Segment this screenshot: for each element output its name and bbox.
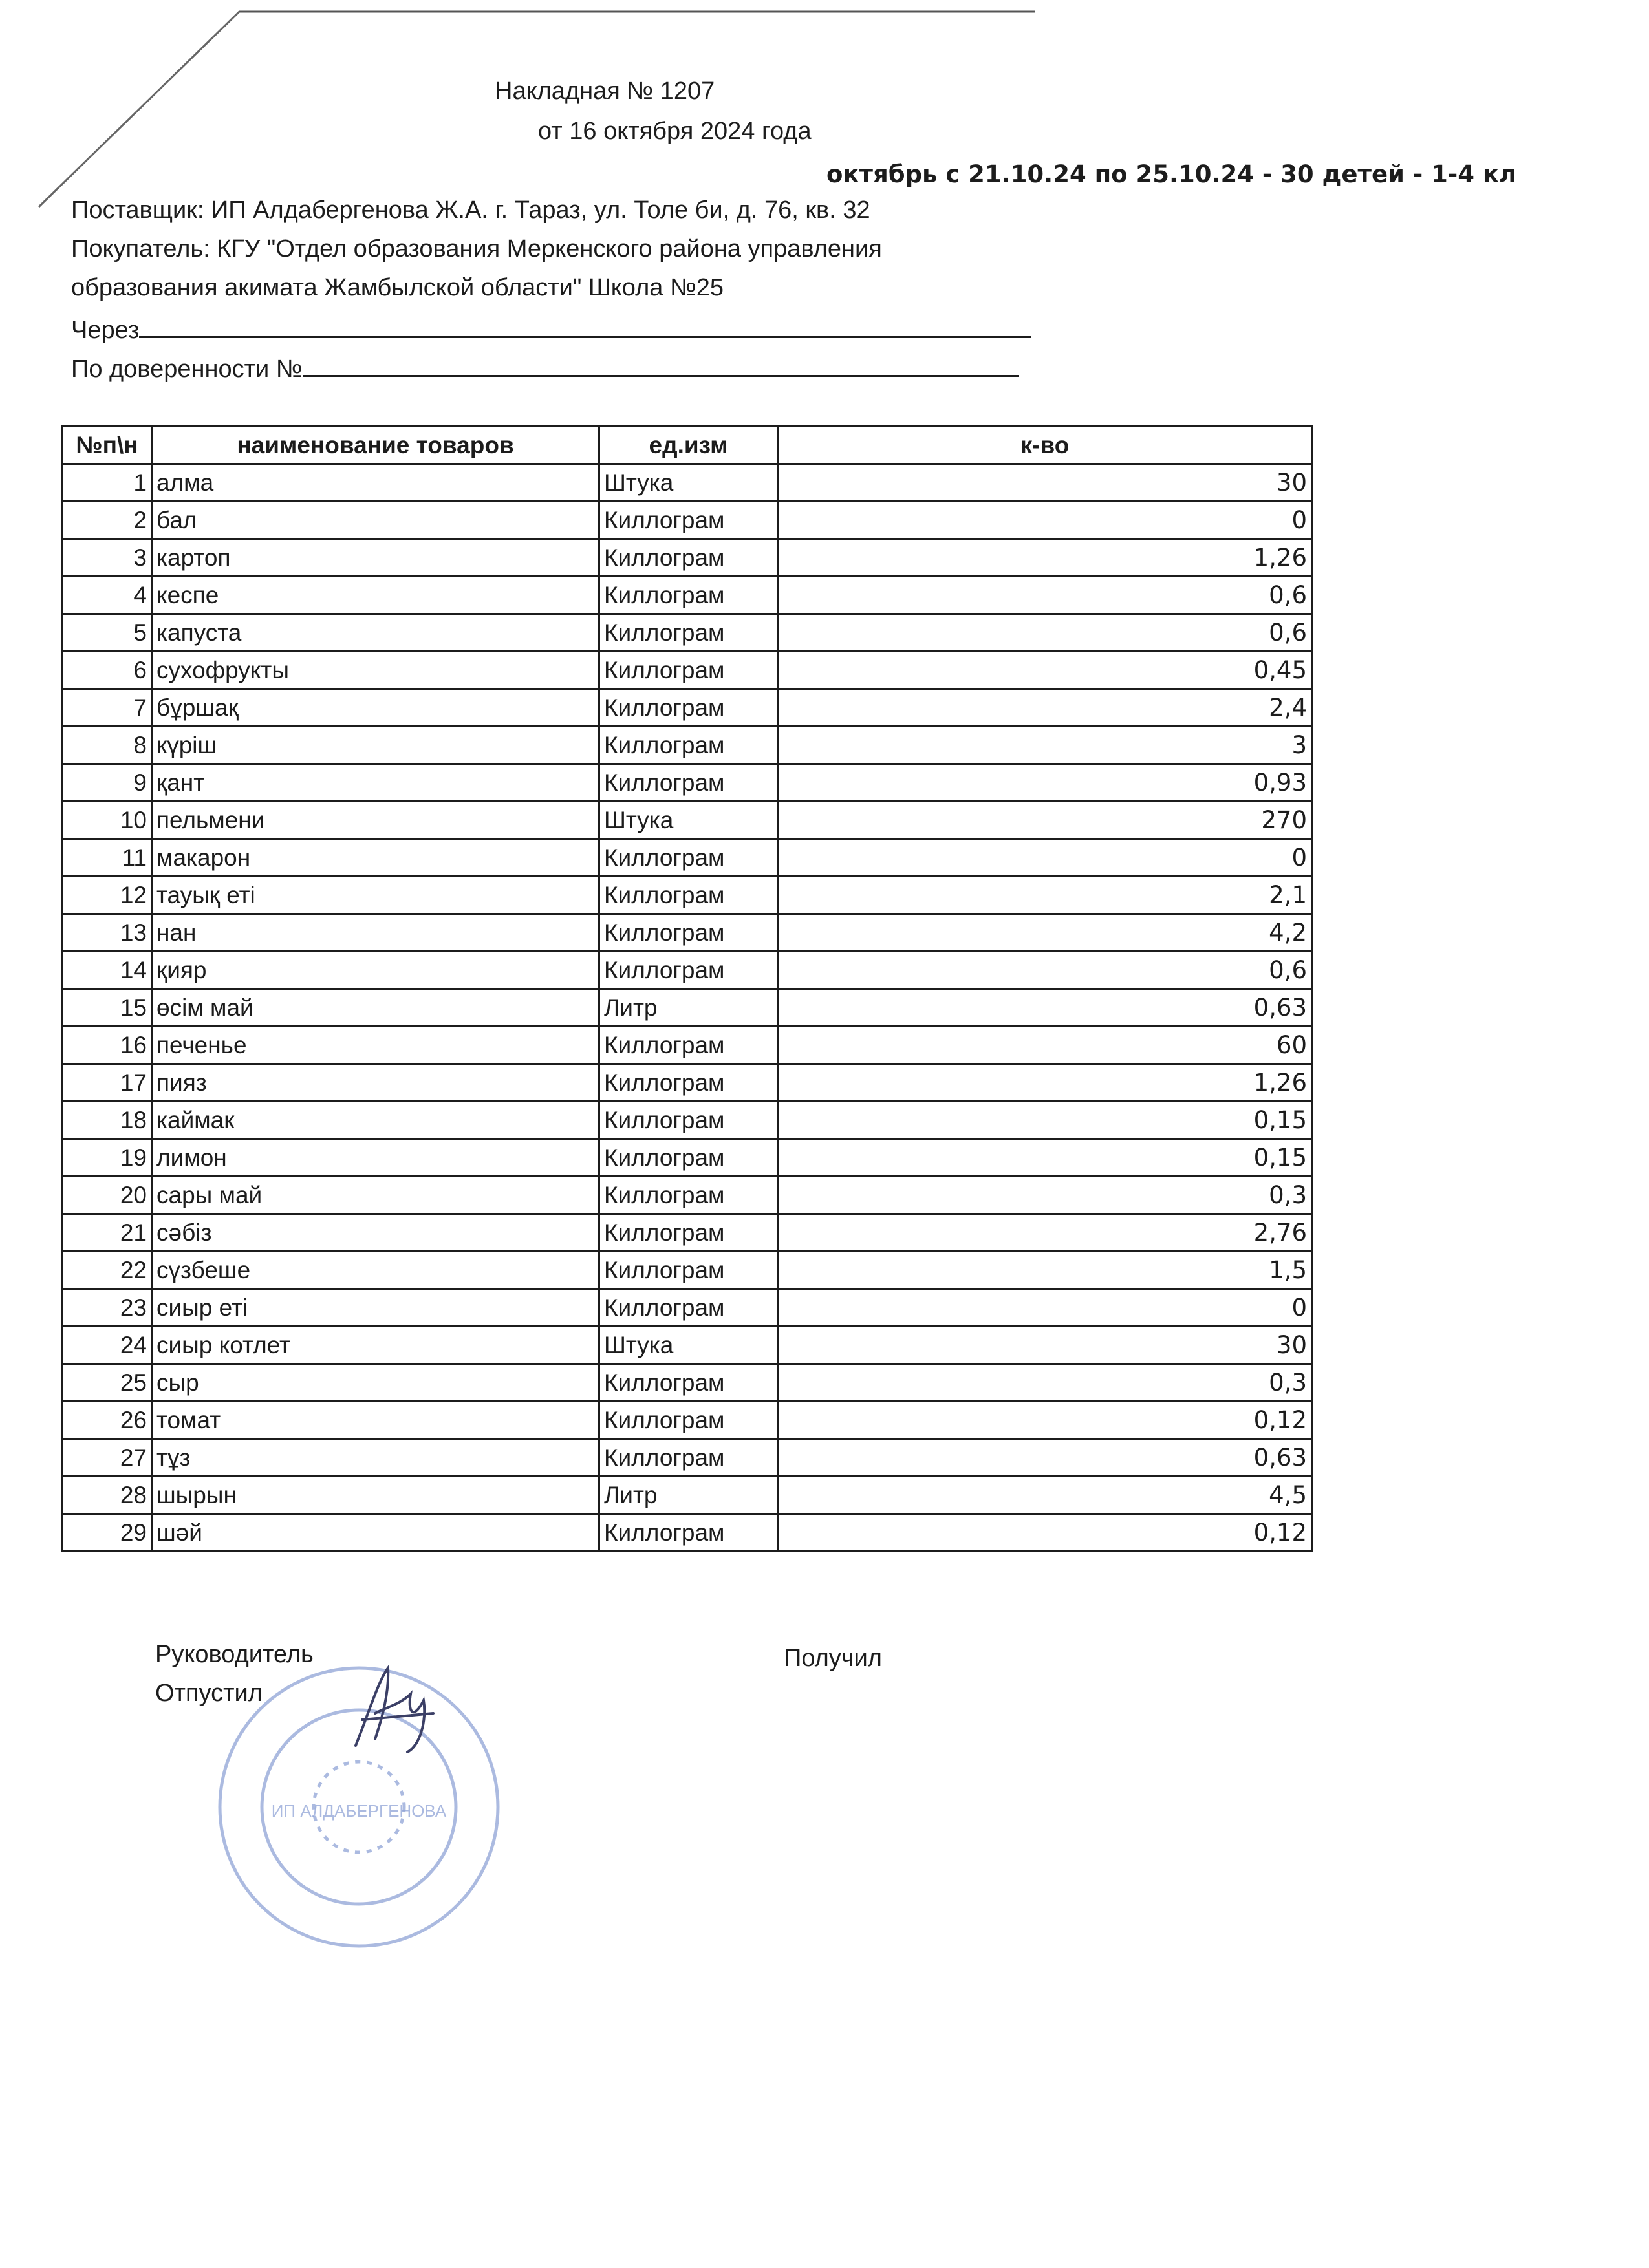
row-qty: 30 [778,1327,1312,1364]
row-qty: 0,45 [778,652,1312,689]
row-number: 6 [63,652,152,689]
row-qty: 0,6 [778,952,1312,989]
row-name: тұз [152,1439,599,1477]
row-name: сухофрукты [152,652,599,689]
row-name: сыр [152,1364,599,1402]
table-header-row [63,427,1312,464]
through-underline [139,313,1031,338]
row-number: 12 [63,877,152,914]
through-field [71,313,1031,345]
row-number: 26 [63,1402,152,1439]
row-unit: Киллограм [599,839,778,877]
table-row [63,1177,1312,1214]
row-unit: Киллограм [599,1364,778,1402]
table-row [63,727,1312,764]
row-name: томат [152,1402,599,1439]
row-qty: 2,76 [778,1214,1312,1252]
row-number: 7 [63,689,152,727]
row-qty: 30 [778,464,1312,502]
row-number: 21 [63,1214,152,1252]
proxy-label: По доверенности № [71,356,303,383]
row-number: 16 [63,1027,152,1064]
row-number: 8 [63,727,152,764]
row-name: сүзбеше [152,1252,599,1289]
col-name: наименование товаров [152,427,599,464]
row-qty: 2,1 [778,877,1312,914]
row-unit: Киллограм [599,614,778,652]
row-name: каймак [152,1102,599,1139]
row-unit: Киллограм [599,1027,778,1064]
row-number: 2 [63,502,152,539]
row-unit: Киллограм [599,1514,778,1552]
row-qty: 4,5 [778,1477,1312,1514]
goods-table-body [63,464,1312,1552]
table-row [63,539,1312,577]
row-name: капуста [152,614,599,652]
row-qty: 0,3 [778,1177,1312,1214]
table-row [63,652,1312,689]
row-unit: Киллограм [599,1177,778,1214]
row-number: 1 [63,464,152,502]
row-name: қант [152,764,599,802]
row-qty: 60 [778,1027,1312,1064]
row-number: 24 [63,1327,152,1364]
row-qty: 0,12 [778,1402,1312,1439]
row-qty: 270 [778,802,1312,839]
row-unit: Киллограм [599,764,778,802]
row-unit: Киллограм [599,1064,778,1102]
col-unit: ед.изм [599,427,778,464]
row-number: 18 [63,1102,152,1139]
head-label: Руководитель [155,1641,314,1668]
row-name: шәй [152,1514,599,1552]
through-label: Через [71,317,140,344]
table-row [63,1439,1312,1477]
row-name: нан [152,914,599,952]
table-row [63,839,1312,877]
row-unit: Киллограм [599,1289,778,1327]
table-row [63,989,1312,1027]
row-number: 4 [63,577,152,614]
row-number: 28 [63,1477,152,1514]
row-unit: Литр [599,1477,778,1514]
table-row [63,914,1312,952]
received-label: Получил [784,1645,882,1672]
row-name: сиыр котлет [152,1327,599,1364]
row-unit: Киллограм [599,1214,778,1252]
row-qty: 1,26 [778,539,1312,577]
row-number: 3 [63,539,152,577]
row-unit: Киллограм [599,577,778,614]
row-name: сиыр еті [152,1289,599,1327]
row-qty: 0,3 [778,1364,1312,1402]
table-row [63,1514,1312,1552]
period-line: октябрь с 21.10.24 по 25.10.24 - 30 детей - 1-4 кл [826,160,1517,188]
row-unit: Киллограм [599,652,778,689]
buyer-line-2: образования акимата Жамбылской области" Школа №25 [71,274,724,301]
row-number: 20 [63,1177,152,1214]
table-row [63,1327,1312,1364]
row-unit: Штука [599,802,778,839]
table-row [63,502,1312,539]
table-row [63,1139,1312,1177]
table-row [63,614,1312,652]
table-row [63,689,1312,727]
row-number: 23 [63,1289,152,1327]
row-qty: 0,6 [778,577,1312,614]
row-name: печенье [152,1027,599,1064]
row-name: картоп [152,539,599,577]
row-number: 5 [63,614,152,652]
signature [349,1655,446,1759]
row-number: 17 [63,1064,152,1102]
row-unit: Киллограм [599,952,778,989]
goods-table [61,425,1313,1552]
row-number: 27 [63,1439,152,1477]
table-row [63,577,1312,614]
row-qty: 0,63 [778,1439,1312,1477]
proxy-field [71,352,1019,383]
row-name: бұршақ [152,689,599,727]
row-name: өсім май [152,989,599,1027]
row-unit: Киллограм [599,1139,778,1177]
row-qty: 0 [778,502,1312,539]
table-row [63,1102,1312,1139]
table-row [63,1064,1312,1102]
row-number: 11 [63,839,152,877]
row-name: қияр [152,952,599,989]
row-name: сәбіз [152,1214,599,1252]
row-unit: Киллограм [599,877,778,914]
table-row [63,952,1312,989]
table-row [63,764,1312,802]
row-name: макарон [152,839,599,877]
row-qty: 2,4 [778,689,1312,727]
table-row [63,1214,1312,1252]
table-row [63,1477,1312,1514]
row-number: 22 [63,1252,152,1289]
table-row [63,464,1312,502]
row-unit: Штука [599,464,778,502]
invoice-title: Накладная № 1207 [495,78,715,105]
row-unit: Киллограм [599,502,778,539]
table-row [63,1364,1312,1402]
row-unit: Киллограм [599,1402,778,1439]
row-unit: Литр [599,989,778,1027]
col-qty: к-во [778,427,1312,464]
table-row [63,1252,1312,1289]
row-qty: 0,12 [778,1514,1312,1552]
row-number: 9 [63,764,152,802]
row-qty: 0 [778,839,1312,877]
row-unit: Штука [599,1327,778,1364]
row-name: сары май [152,1177,599,1214]
row-qty: 3 [778,727,1312,764]
svg-text:ИП АЛДАБЕРГЕНОВА: ИП АЛДАБЕРГЕНОВА [271,1801,447,1821]
row-qty: 0,15 [778,1102,1312,1139]
row-qty: 0 [778,1289,1312,1327]
row-number: 15 [63,989,152,1027]
row-name: бал [152,502,599,539]
table-row [63,877,1312,914]
row-qty: 1,26 [778,1064,1312,1102]
row-qty: 4,2 [778,914,1312,952]
row-unit: Киллограм [599,914,778,952]
row-qty: 0,15 [778,1139,1312,1177]
row-number: 29 [63,1514,152,1552]
table-row [63,1289,1312,1327]
row-qty: 0,93 [778,764,1312,802]
row-name: шырын [152,1477,599,1514]
table-row [63,802,1312,839]
row-name: алма [152,464,599,502]
row-unit: Киллограм [599,1102,778,1139]
buyer-line-1: Покупатель: КГУ "Отдел образования Меркенского района управления [71,235,882,262]
col-number: №п\н [63,427,152,464]
row-qty: 0,6 [778,614,1312,652]
row-name: лимон [152,1139,599,1177]
row-number: 14 [63,952,152,989]
proxy-underline [303,352,1019,377]
row-unit: Киллограм [599,1252,778,1289]
row-name: кеспе [152,577,599,614]
row-number: 13 [63,914,152,952]
row-number: 19 [63,1139,152,1177]
row-qty: 1,5 [778,1252,1312,1289]
invoice-date: от 16 октября 2024 года [538,118,812,145]
row-name: пияз [152,1064,599,1102]
supplier-line: Поставщик: ИП Алдабергенова Ж.А. г. Тараз, ул. Толе би, д. 76, кв. 32 [71,197,870,224]
row-qty: 0,63 [778,989,1312,1027]
table-row [63,1027,1312,1064]
row-unit: Киллограм [599,727,778,764]
table-row [63,1402,1312,1439]
row-number: 10 [63,802,152,839]
row-unit: Киллограм [599,689,778,727]
row-number: 25 [63,1364,152,1402]
row-unit: Киллограм [599,539,778,577]
released-label: Отпустил [155,1680,263,1707]
row-name: тауық еті [152,877,599,914]
row-unit: Киллограм [599,1439,778,1477]
row-name: пельмени [152,802,599,839]
row-name: күріш [152,727,599,764]
